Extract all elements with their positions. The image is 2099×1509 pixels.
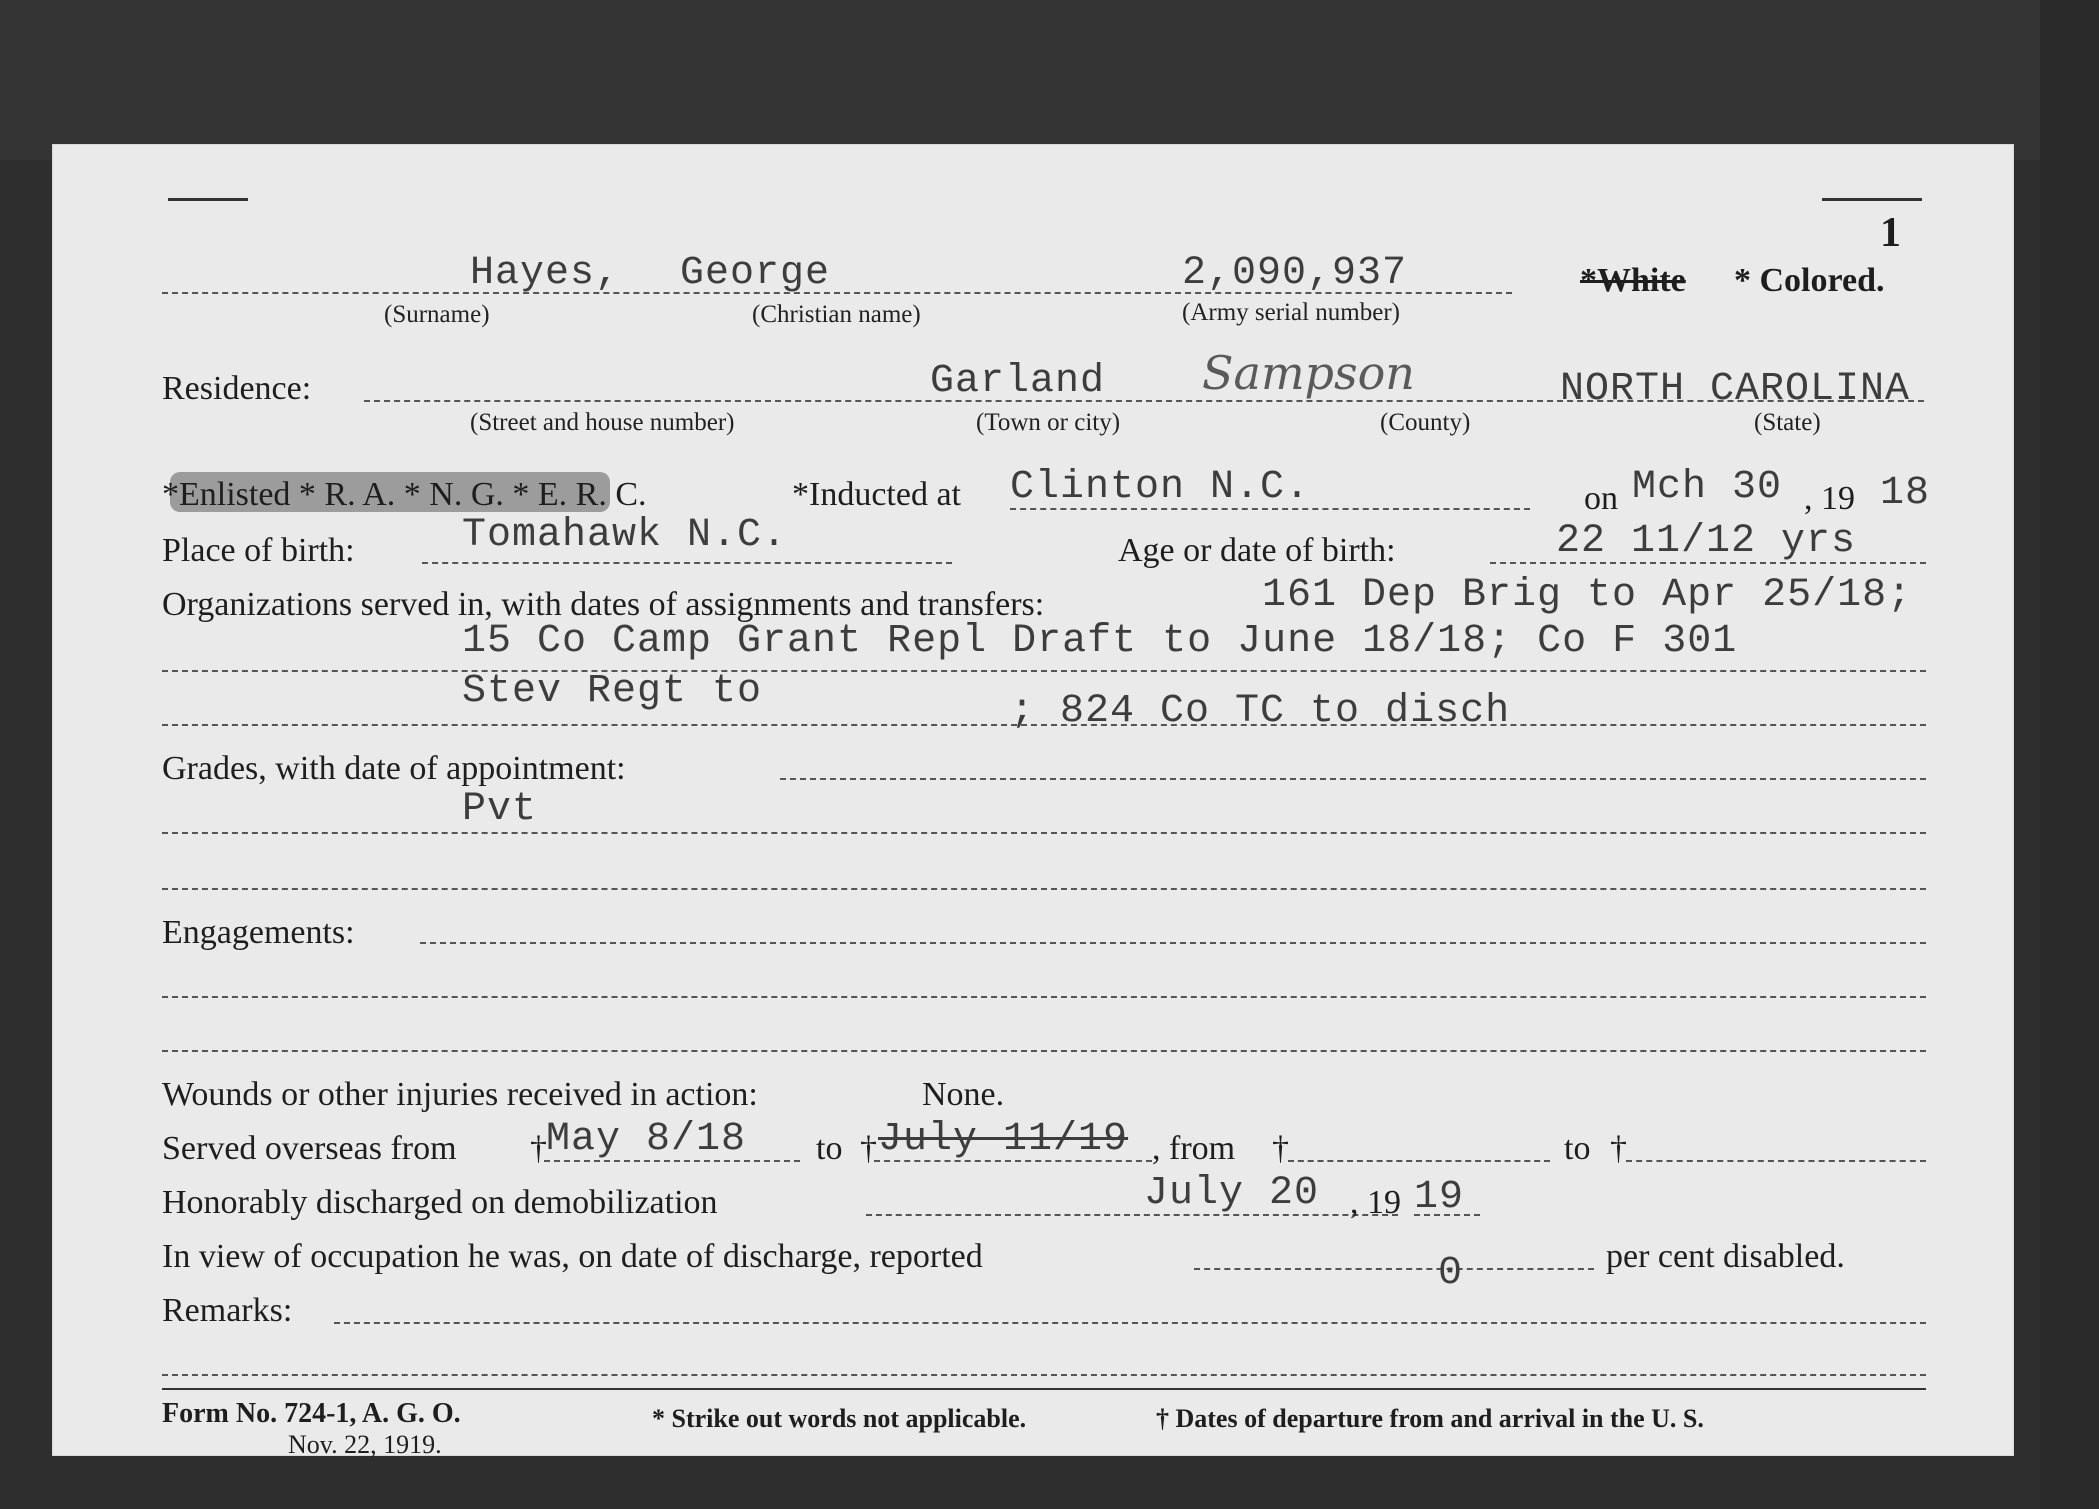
on-label: on xyxy=(1584,480,1618,517)
inducted-at-label: *Inducted at xyxy=(792,476,961,513)
birth-place: Tomahawk N.C. xyxy=(462,513,788,558)
christian-name-value: George xyxy=(680,251,831,296)
top-left-rule xyxy=(168,198,248,201)
remarks-label: Remarks: xyxy=(162,1292,293,1329)
race-colored: * Colored. xyxy=(1734,262,1885,299)
county-caption: (County) xyxy=(1380,409,1471,436)
dagger-1: † xyxy=(530,1130,547,1167)
wounds-label: Wounds or other injuries received in action: xyxy=(162,1076,758,1113)
dark-background-top xyxy=(0,0,2099,160)
organizations-label: Organizations served in, with dates of assignments and transfers: xyxy=(162,586,1045,623)
engagements-line-1 xyxy=(420,942,1926,944)
engagements-label: Engagements: xyxy=(162,914,355,951)
serial-number-value: 2,090,937 xyxy=(1182,251,1408,296)
dagger-4: † xyxy=(1610,1130,1627,1167)
overseas-to: July 11/19 xyxy=(878,1117,1129,1162)
remarks-line-1 xyxy=(334,1322,1926,1324)
overseas-to-label: to xyxy=(816,1130,843,1167)
card-number: 1 xyxy=(1880,210,1901,256)
organizations-line-2 xyxy=(162,670,1926,672)
serial-caption: (Army serial number) xyxy=(1182,299,1400,326)
wounds-value: None. xyxy=(922,1076,1005,1113)
residence-county: Sampson xyxy=(1202,346,1415,400)
occupation-label: In view of occupation he was, on date of discharge, reported xyxy=(162,1238,983,1275)
grades-line-1 xyxy=(780,778,1926,780)
strike-note: * Strike out words not applicable. xyxy=(652,1404,1027,1433)
to-line-2 xyxy=(1626,1160,1926,1162)
disabled-value: 0 xyxy=(1438,1251,1464,1296)
organization-line-4: ; 824 Co TC to disch xyxy=(1010,689,1511,734)
served-overseas-label: Served overseas from xyxy=(162,1130,457,1167)
grade-value: Pvt xyxy=(462,787,538,832)
inducted-year: 18 xyxy=(1880,471,1931,516)
form-date: Nov. 22, 1919. xyxy=(288,1430,442,1459)
discharge-year: 19 xyxy=(1414,1175,1465,1220)
organization-line-3: Stev Regt to xyxy=(462,669,763,714)
disabled-line xyxy=(1194,1268,1594,1270)
surname-value: Hayes, xyxy=(470,251,621,296)
organization-line-1: 161 Dep Brig to Apr 25/18; xyxy=(1262,573,1913,618)
christian-name-caption: (Christian name) xyxy=(752,301,921,328)
dark-background-right xyxy=(2040,0,2099,1509)
percent-disabled-label: per cent disabled. xyxy=(1606,1238,1845,1275)
dagger-3: † xyxy=(1272,1130,1289,1167)
from-label: , from xyxy=(1152,1130,1236,1167)
from-line xyxy=(1288,1160,1550,1162)
age-value: 22 11/12 yrs xyxy=(1556,519,1857,564)
residence-label: Residence: xyxy=(162,370,312,407)
footer-rule xyxy=(162,1388,1926,1390)
engagements-line-3 xyxy=(162,1050,1926,1052)
inducted-year-prefix: , 19 xyxy=(1804,480,1855,517)
enlisted-options: *Enlisted * R. A. * N. G. * E. R. C. xyxy=(162,476,647,513)
grades-line-3 xyxy=(162,888,1926,890)
organization-line-2: 15 Co Camp Grant Repl Draft to June 18/18; Co F 301 xyxy=(462,619,1738,664)
grades-line-2 xyxy=(162,832,1926,834)
age-label: Age or date of birth: xyxy=(1118,532,1396,569)
street-caption: (Street and house number) xyxy=(470,409,735,436)
residence-town: Garland xyxy=(930,359,1106,404)
birth-place-line xyxy=(422,562,952,564)
race-white-struck: *White xyxy=(1580,262,1686,299)
dagger-2: † xyxy=(860,1130,877,1167)
state-caption: (State) xyxy=(1754,409,1821,436)
to-label-2: to xyxy=(1564,1130,1591,1167)
form-number: Form No. 724-1, A. G. O. xyxy=(162,1398,461,1429)
top-right-rule xyxy=(1822,198,1922,201)
engagements-line-2 xyxy=(162,996,1926,998)
overseas-from: May 8/18 xyxy=(546,1117,747,1162)
remarks-line-2 xyxy=(162,1374,1926,1376)
honorably-discharged-label: Honorably discharged on demobilization xyxy=(162,1184,718,1221)
discharge-date: July 20 xyxy=(1144,1171,1320,1216)
grades-label: Grades, with date of appointment: xyxy=(162,750,626,787)
dates-note: † Dates of departure from and arrival in the U. S. xyxy=(1156,1404,1704,1433)
place-of-birth-label: Place of birth: xyxy=(162,532,355,569)
town-caption: (Town or city) xyxy=(976,409,1121,436)
residence-state: NORTH CAROLINA xyxy=(1560,367,1911,412)
discharge-year-prefix: , 19 xyxy=(1350,1184,1401,1221)
inducted-date: Mch 30 xyxy=(1632,465,1783,510)
inducted-place: Clinton N.C. xyxy=(1010,465,1311,510)
surname-caption: (Surname) xyxy=(384,301,490,328)
service-record-card xyxy=(52,144,2014,1459)
